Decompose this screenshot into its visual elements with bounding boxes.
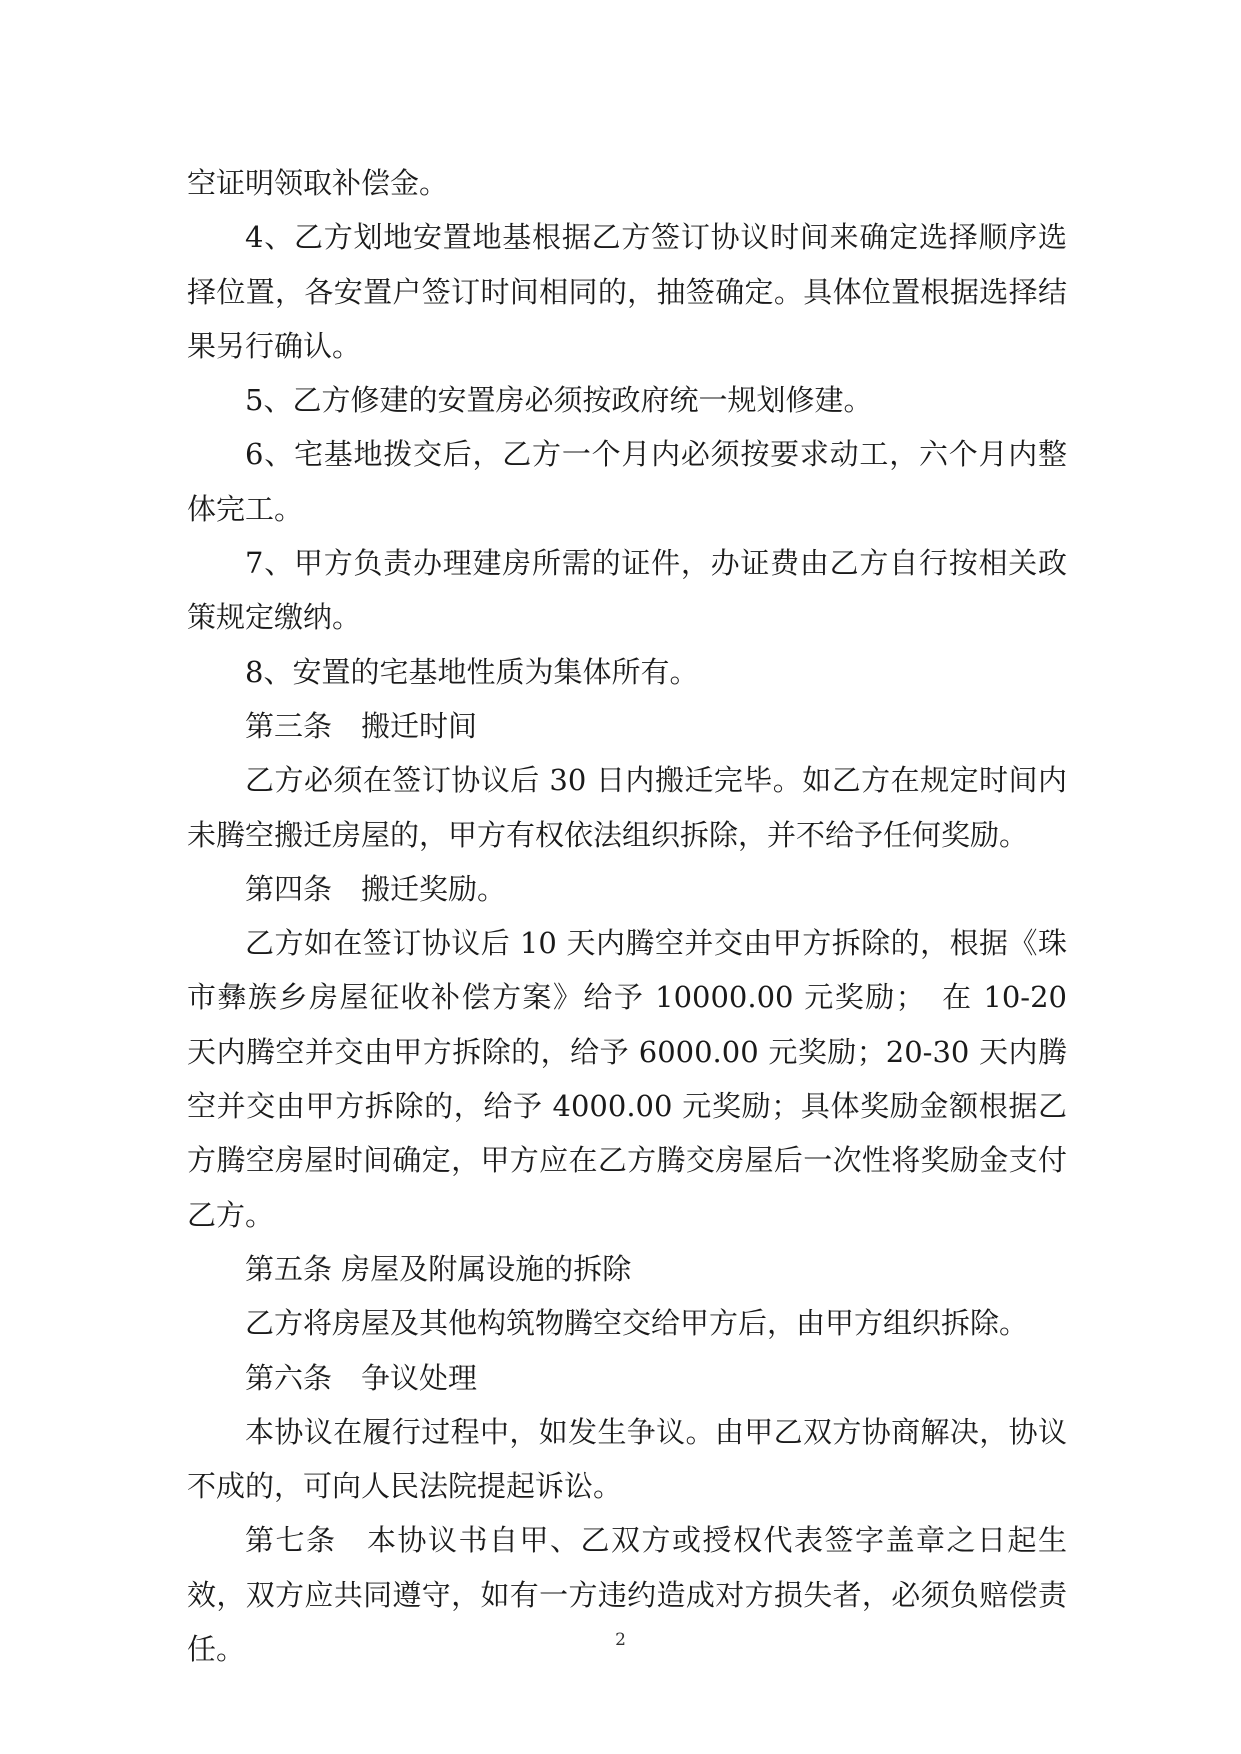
paragraph-continuation: 空证明领取补偿金。: [187, 166, 449, 200]
article-6-body: 本协议在履行过程中，如发生争议。由甲乙双方协商解决，协议不成的，可向人民法院提起诉讼。: [187, 1414, 1067, 1504]
page-number: 2: [615, 1630, 626, 1650]
article-5-heading: 第五条 房屋及附属设施的拆除: [245, 1251, 632, 1286]
paragraph-item-4: 4、乙方划地安置地基根据乙方签订协议时间来确定选择顺序选择位置，各安置户签订时间相同的，抽签确定。具体位置根据选择结果另行确认。: [187, 220, 1067, 363]
paragraph-item-6: 6、宅基地拨交后，乙方一个月内必须按要求动工，六个月内整体完工。: [187, 437, 1067, 526]
article-6-heading: 第六条 争议处理: [245, 1360, 478, 1395]
article-7-body: 第七条 本协议书自甲、乙双方或授权代表签字盖章之日起生效，双方应共同遵守，如有一方违约造成对方损失者，必须负赔偿责任。: [187, 1523, 1067, 1667]
article-3-body: 乙方必须在签订协议后 30 日内搬迁完毕。如乙方在规定时间内未腾空搬迁房屋的，甲方有权依法组织拆除，并不给予任何奖励。: [187, 763, 1067, 852]
paragraph-item-8: 8、安置的宅基地性质为集体所有。: [245, 654, 699, 689]
article-4-heading: 第四条 搬迁奖励。: [245, 871, 507, 906]
paragraph-item-5: 5、乙方修建的安置房必须按政府统一规划修建。: [245, 383, 873, 418]
document-body: [187, 156, 1067, 1676]
paragraph-item-7: 7、甲方负责办理建房所需的证件，办证费由乙方自行按相关政策规定缴纳。: [187, 546, 1067, 635]
article-4-body: 乙方如在签订协议后 10 天内腾空并交由甲方拆除的，根据《珠市彝族乡房屋征收补偿方案》给予 10000.00 元奖励； 在 10-20 天内腾空并交由甲方拆除的，给予 6000.00 元奖励；20-30 天内腾空并交由甲方拆除的，给予 4000.00 元奖励；具体奖励金额根据乙方腾空房屋时间确定，甲方应在乙方腾交房屋后一次性将奖励金支付乙方。: [187, 926, 1067, 1232]
article-3-heading: 第三条 搬迁时间: [245, 708, 478, 743]
article-5-body: 乙方将房屋及其他构筑物腾空交给甲方后，由甲方组织拆除。: [245, 1306, 1029, 1341]
